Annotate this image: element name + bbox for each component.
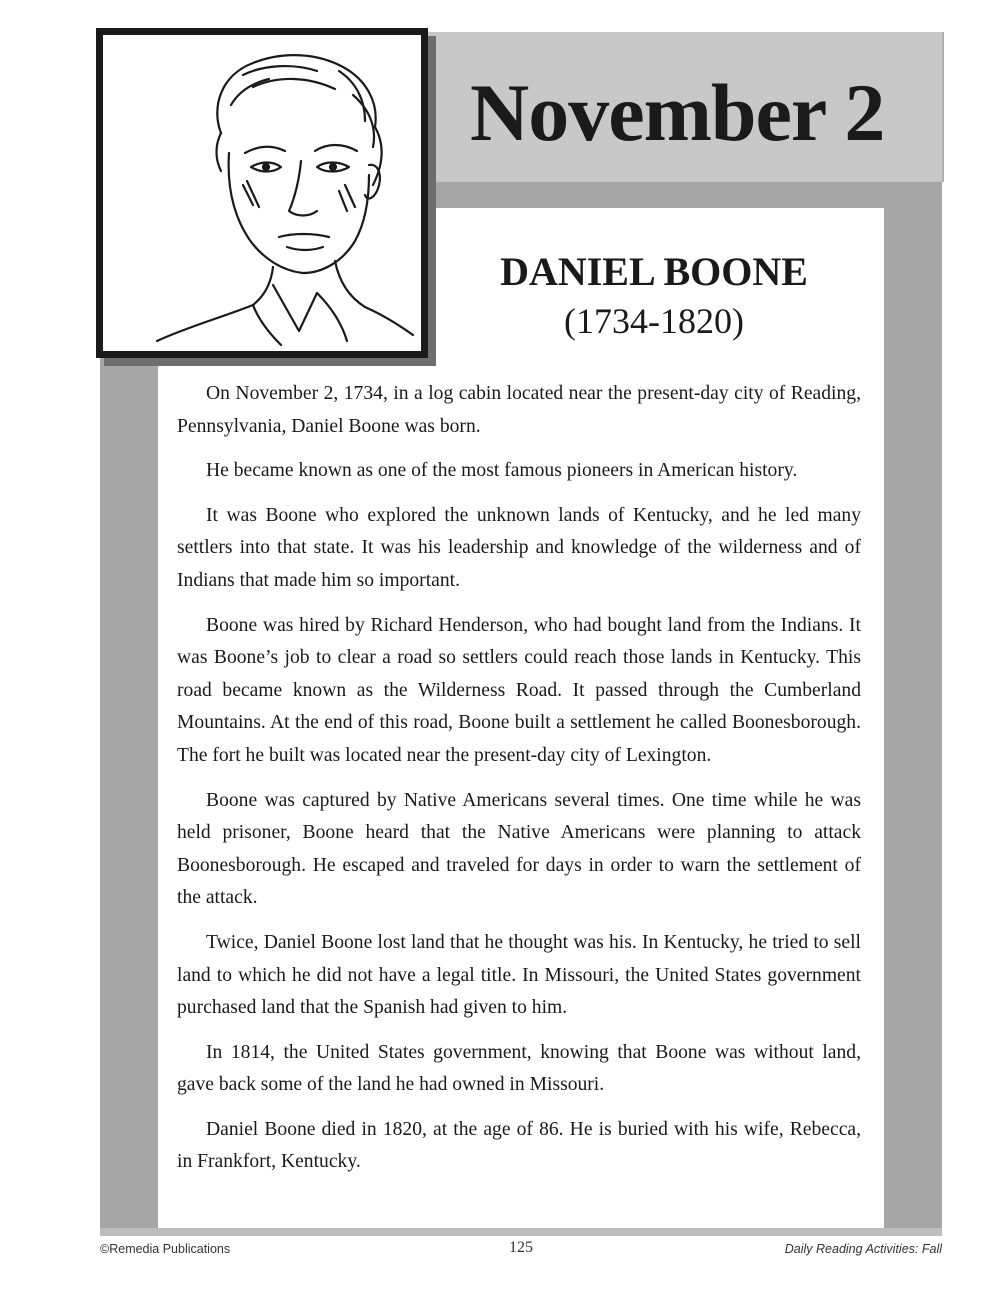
paragraph: Boone was hired by Richard Henderson, who had bought land from the Indians. It was Boone’s job to clear a road so settlers could reach those lands in Kentucky. This road became known as the Wilderness Road. It passed through the Cumberland Mountains. At the end of this road, Boone built a settlement he called Boonesborough. The fort he built was located near the present-day city of Lexington. bbox=[177, 614, 861, 766]
page-title: November 2 bbox=[470, 67, 885, 158]
frame-right bbox=[884, 182, 942, 1236]
paragraph: It was Boone who explored the unknown lands of Kentucky, and he led many settlers into that state. It was his leadership and knowledge of the wilderness and of Indians that made him so important. bbox=[177, 504, 861, 591]
paragraph: On November 2, 1734, in a log cabin located near the present-day city of Reading, Pennsylvania, Daniel Boone was born. bbox=[177, 383, 861, 437]
paragraph: He became known as one of the most famous pioneers in American history. bbox=[206, 460, 798, 482]
portrait-illustration-icon bbox=[103, 35, 421, 351]
frame-band bbox=[420, 182, 942, 208]
portrait-frame bbox=[96, 28, 428, 358]
frame-left bbox=[100, 350, 158, 1236]
page-number: 125 bbox=[509, 1239, 533, 1256]
paragraph: Boone was captured by Native Americans several times. One time while he was held prisoner, Boone heard that the Native Americans were planning to attack Boonesborough. He escaped and traveled for days in order to warn the settlement of the attack. bbox=[177, 789, 861, 909]
subject-name: DANIEL BOONE bbox=[500, 249, 808, 294]
frame-bottom bbox=[100, 1228, 942, 1236]
paragraph: Daniel Boone died in 1820, at the age of 86. He is buried with his wife, Rebecca, in Frankfort, Kentucky. bbox=[177, 1118, 861, 1173]
book-title: Daily Reading Activities: Fall bbox=[784, 1242, 942, 1256]
article-body bbox=[177, 378, 861, 1191]
page-footer bbox=[100, 1240, 942, 1260]
publisher-credit: ©Remedia Publications bbox=[100, 1242, 231, 1256]
subject-years: (1734-1820) bbox=[564, 301, 744, 341]
paragraph: Twice, Daniel Boone lost land that he thought was his. In Kentucky, he tried to sell land to which he did not have a legal title. In Missouri, the United States government purchased land that the Spanish had given to him. bbox=[177, 931, 861, 1019]
paragraph: In 1814, the United States government, knowing that Boone was without land, gave back some of the land he had owned in Missouri. bbox=[177, 1041, 861, 1096]
